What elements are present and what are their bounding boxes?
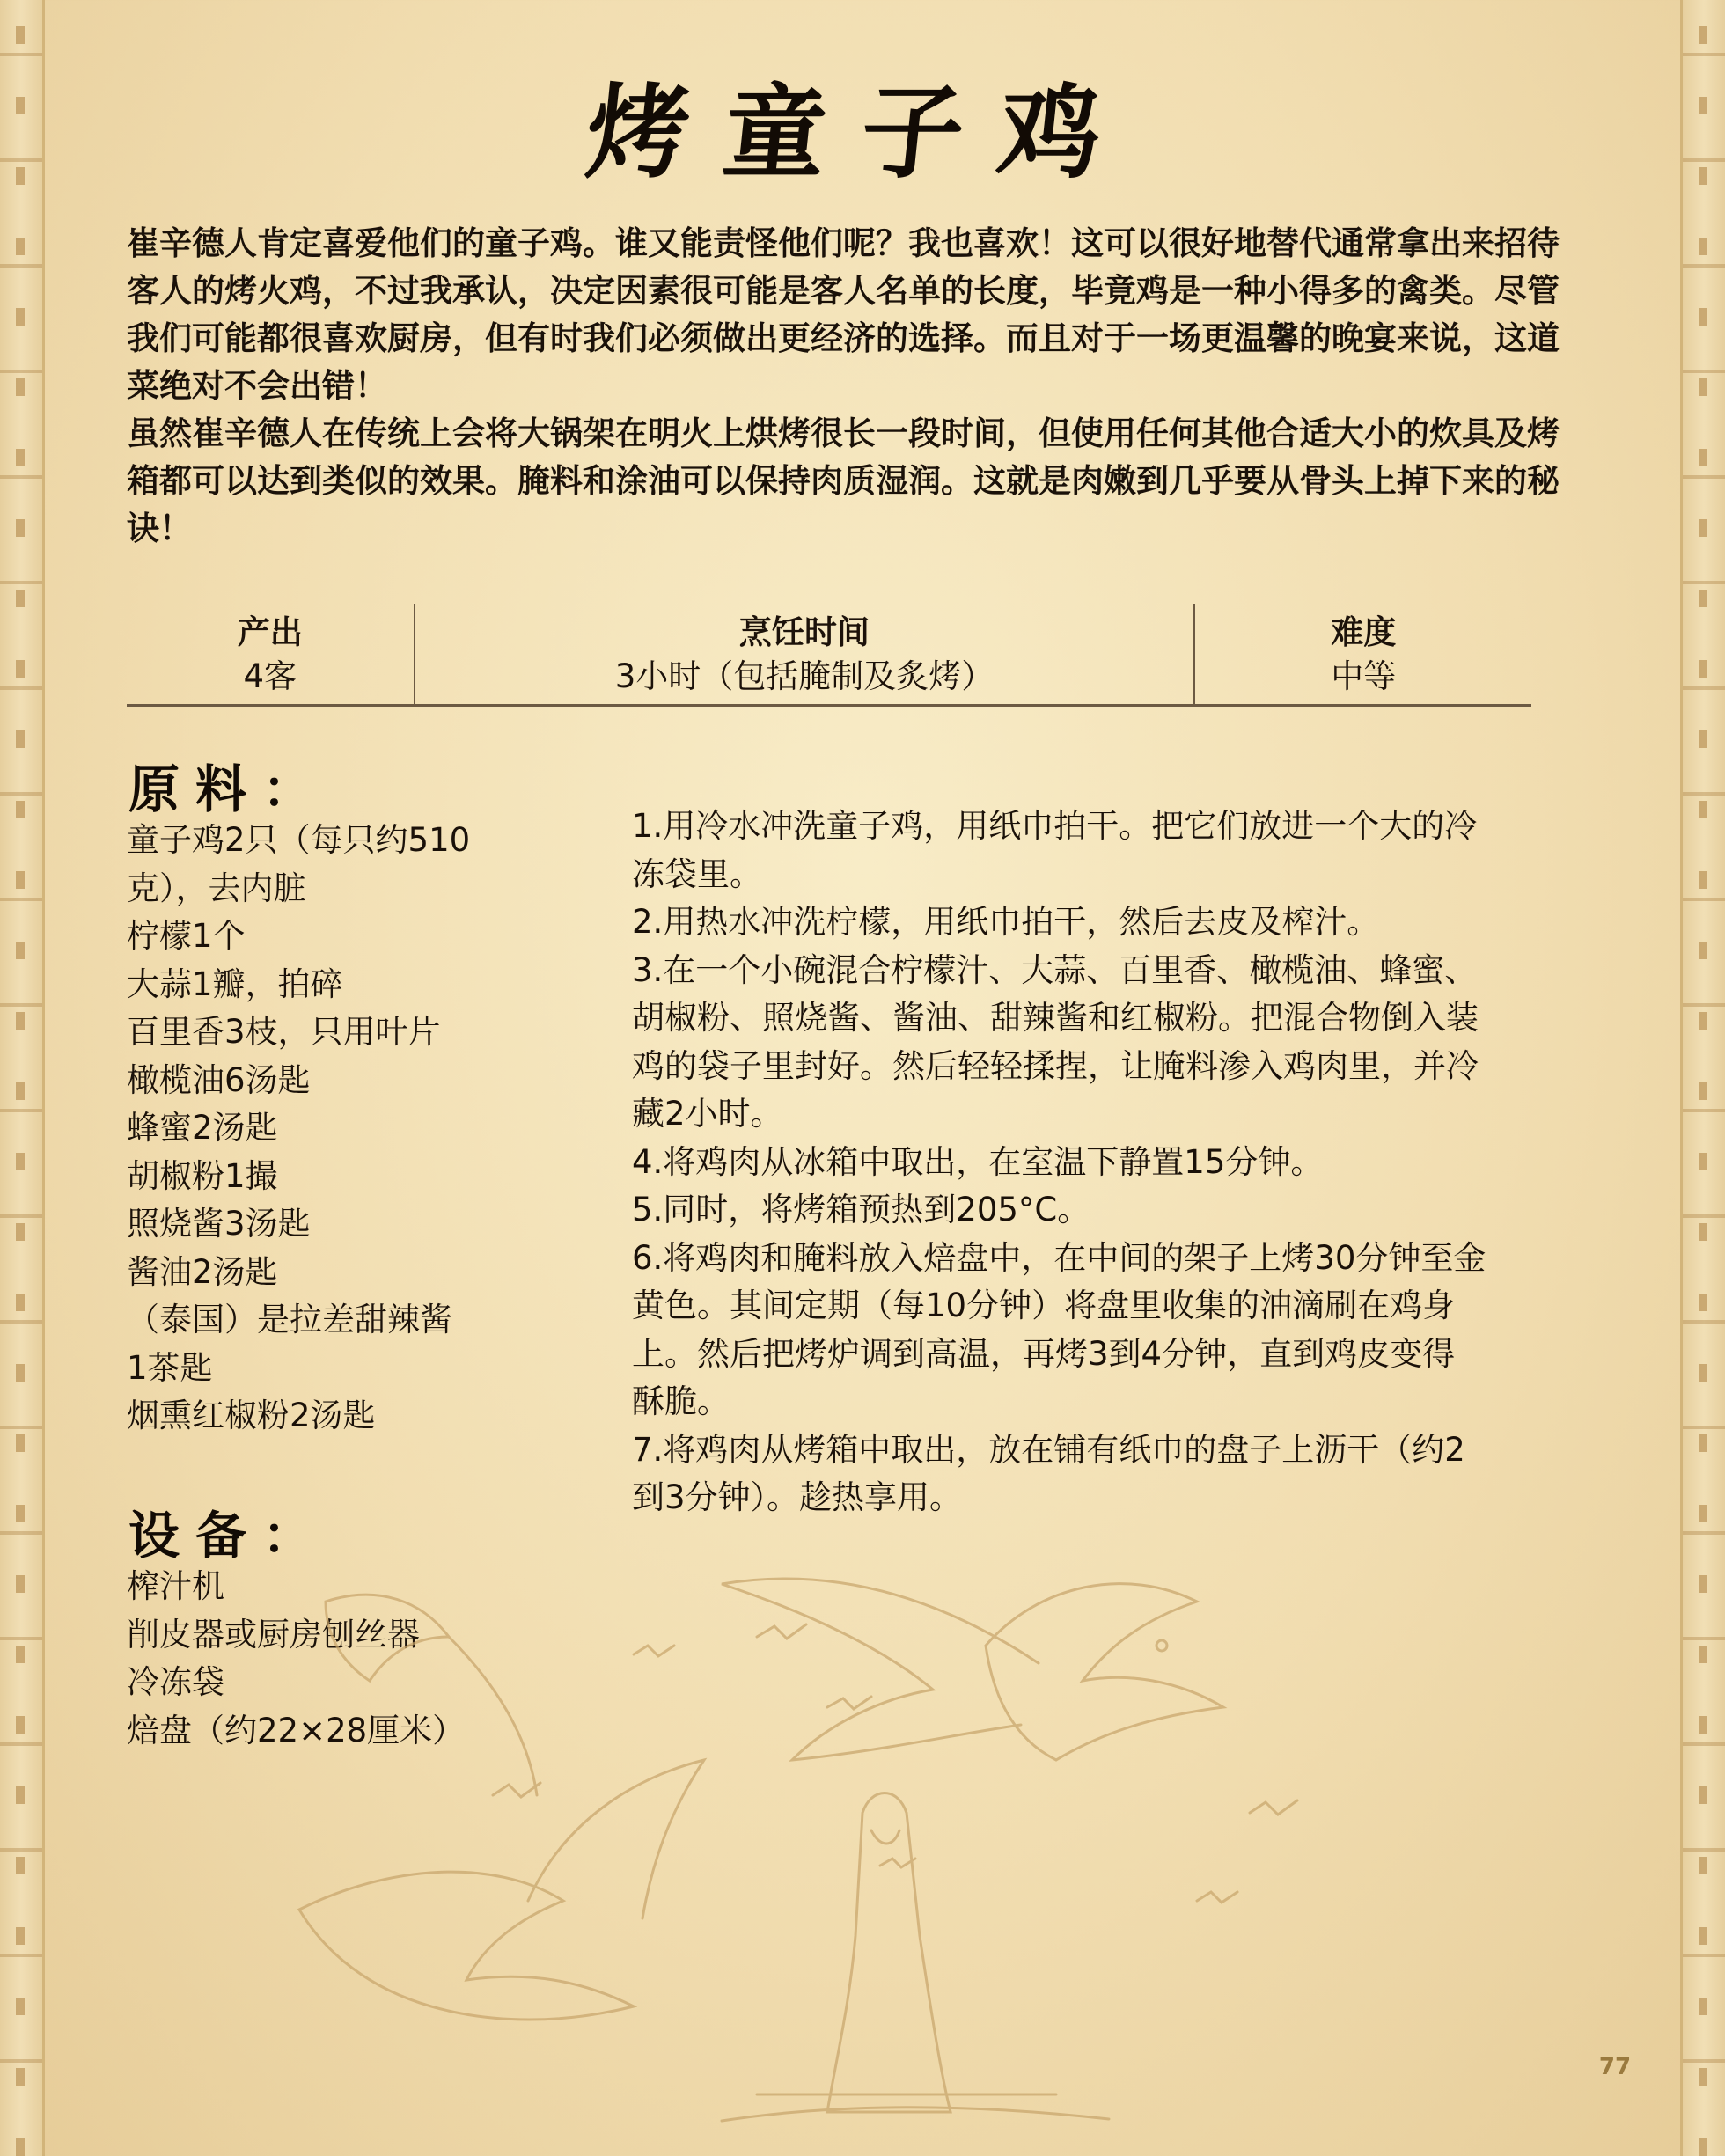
time-value: 3小时（包括腌制及炙烤） <box>614 657 995 695</box>
instruction-line: 7.将鸡肉从烤箱中取出，放在铺有纸巾的盘子上沥干（约2 <box>632 1430 1465 1469</box>
ingredient-item: 照烧酱3汤匙 <box>127 1205 311 1243</box>
equipment-item: 焙盘（约22×28厘米） <box>127 1711 466 1749</box>
equipment-item: 冷冻袋 <box>127 1663 224 1701</box>
time-cell <box>415 604 1196 704</box>
instruction-line: 2.用热水冲洗柠檬，用纸巾拍干，然后去皮及榨汁。 <box>632 903 1380 941</box>
instruction-line: 5.同时，将烤箱预热到205°C。 <box>632 1191 1090 1228</box>
yield-cell <box>127 604 415 704</box>
equipment-heading: 设备： <box>128 1506 330 1566</box>
ingredient-item: 童子鸡2只（每只约510 <box>127 821 471 859</box>
instruction-line: 3.在一个小碗混合柠檬汁、大蒜、百里香、橄榄油、蜂蜜、 <box>632 950 1478 989</box>
instruction-line: 胡椒粉、照烧酱、酱油、甜辣酱和红椒粉。把混合物倒入装 <box>632 999 1479 1037</box>
raven-sketch-illustration <box>264 1531 1408 2138</box>
ingredient-item: 酱油2汤匙 <box>127 1252 278 1291</box>
ingredient-item: 橄榄油6汤匙 <box>127 1060 311 1099</box>
ingredient-item: 克），去内脏 <box>127 869 306 907</box>
difficulty-value: 中等 <box>1331 657 1397 695</box>
ingredients-heading: 原料： <box>128 759 330 819</box>
ingredient-item: 柠檬1个 <box>127 917 246 955</box>
instruction-line: 酥脆。 <box>632 1382 730 1420</box>
ingredient-item: 1茶匙 <box>127 1348 213 1387</box>
recipe-info-table <box>127 604 1531 707</box>
ingredient-item: 胡椒粉1撮 <box>127 1156 278 1195</box>
ingredient-item: 烟熏红椒粉2汤匙 <box>127 1397 376 1434</box>
instruction-line: 冻袋里。 <box>632 854 762 893</box>
instructions-list <box>632 803 1582 1522</box>
instruction-line: 藏2小时。 <box>632 1095 783 1133</box>
instruction-line: 6.将鸡肉和腌料放入焙盘中，在中间的架子上烤30分钟至金 <box>632 1238 1486 1277</box>
recipe-title: 烤童子鸡 <box>580 73 1143 193</box>
instruction-line: 黄色。其间定期（每10分钟）将盘里收集的油滴刷在鸡身 <box>632 1287 1456 1324</box>
ingredient-item: 百里香3枝，只用叶片 <box>127 1013 441 1051</box>
equipment-item: 削皮器或厨房刨丝器 <box>127 1615 420 1654</box>
difficulty-label: 难度 <box>1331 613 1397 651</box>
time-label: 烹饪时间 <box>739 613 870 651</box>
page-number: 77 <box>1598 2054 1632 2080</box>
instruction-line: 到3分钟）。趁热享用。 <box>632 1478 963 1516</box>
difficulty-cell <box>1195 604 1531 704</box>
yield-label: 产出 <box>237 613 303 651</box>
decorative-border-right <box>1680 0 1725 2156</box>
ingredients-list <box>127 817 514 1441</box>
ingredient-item: 蜂蜜2汤匙 <box>127 1109 278 1147</box>
yield-value: 4客 <box>243 657 297 695</box>
intro-text <box>127 220 1570 553</box>
ingredient-item: 大蒜1瓣，拍碎 <box>127 964 343 1003</box>
decorative-border-left <box>0 0 45 2156</box>
intro-paragraph-1: 崔辛德人肯定喜爱他们的童子鸡。谁又能责怪他们呢？我也喜欢！这可以很好地替代通常拿出来招待客人的烤火鸡，不过我承认，决定因素很可能是客人名单的长度，毕竟鸡是一种小得多的禽类。尽管我们可能都很喜欢厨房，但有时我们必须做出更经济的选择。而且对于一场更温馨的晚宴来说，这道菜绝对不会出错！ <box>127 224 1560 405</box>
instruction-line: 上。然后把烤炉调到高温，再烤3到4分钟，直到鸡皮变得 <box>632 1334 1456 1373</box>
instruction-line: 鸡的袋子里封好。然后轻轻揉捏，让腌料渗入鸡肉里，并冷 <box>632 1046 1479 1085</box>
equipment-item: 榨汁机 <box>127 1567 224 1605</box>
instruction-line: 1.用冷水冲洗童子鸡，用纸巾拍干。把它们放进一个大的冷 <box>632 807 1478 845</box>
ingredient-item: （泰国）是拉差甜辣酱 <box>127 1301 452 1338</box>
instruction-line: 4.将鸡肉从冰箱中取出，在室温下静置15分钟。 <box>632 1142 1324 1181</box>
intro-paragraph-2: 虽然崔辛德人在传统上会将大锅架在明火上烘烤很长一段时间，但使用任何其他合适大小的炊具及烤箱都可以达到类似的效果。腌料和涂油可以保持肉质湿润。这就是肉嫩到几乎要从骨头上掉下来的秘诀！ <box>127 414 1560 547</box>
